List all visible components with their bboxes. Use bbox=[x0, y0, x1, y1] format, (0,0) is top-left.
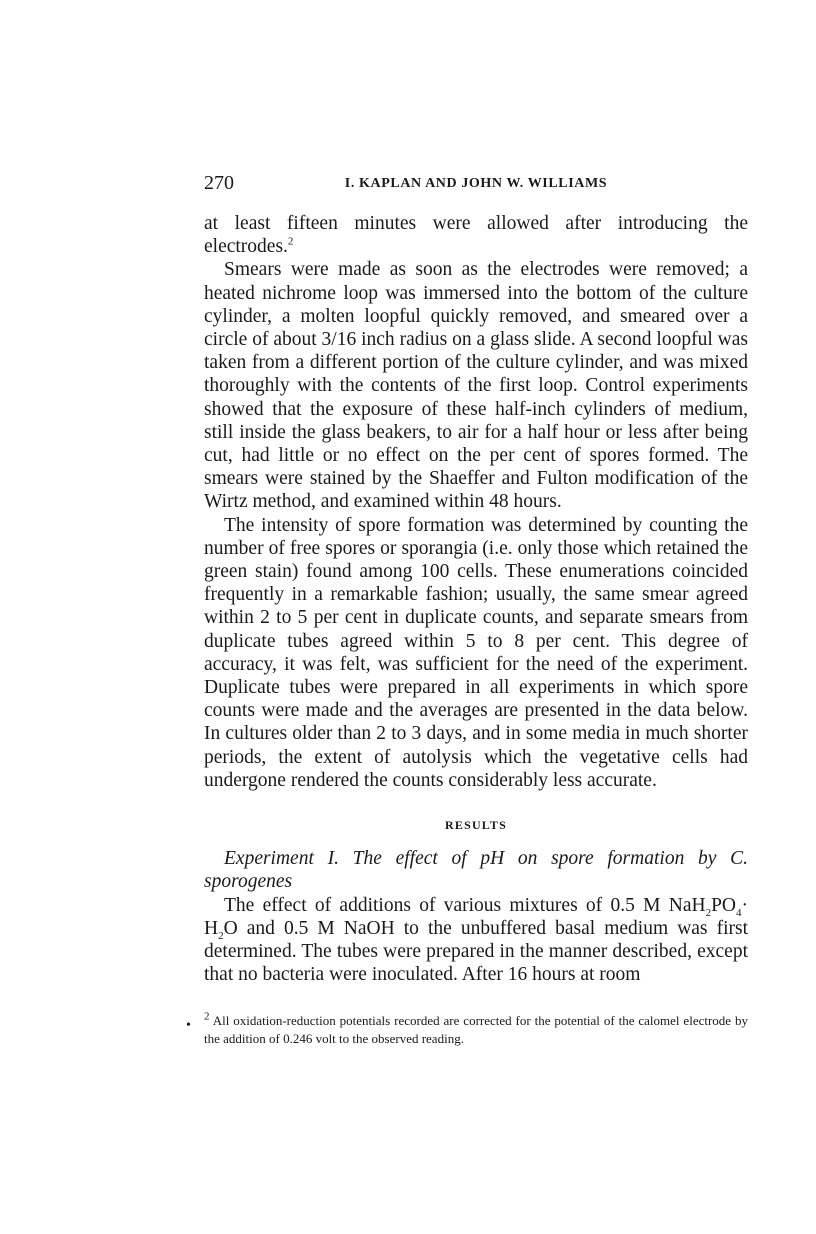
subscript: 2 bbox=[218, 929, 224, 942]
body-text bbox=[204, 212, 748, 987]
page-header bbox=[204, 172, 748, 196]
footnote-marker: 2 bbox=[204, 1010, 210, 1023]
fraction: 3/16 bbox=[321, 329, 357, 351]
paragraph bbox=[204, 212, 748, 258]
paragraph bbox=[204, 258, 748, 513]
paragraph bbox=[204, 894, 748, 987]
footnote-ref: 2 bbox=[287, 235, 294, 248]
footnote-text: All oxidation-reduction potentials recorded are corrected for the potential of the calomel electrode by the addition of 0.246 volt to the observed reading. bbox=[204, 1013, 748, 1046]
margin-mark: • bbox=[186, 1018, 191, 1033]
paragraph: The intensity of spore formation was determined by counting the number of free spores or sporangia (i.e. only those which retained the green stain) found among 100 cells. These enumerations coincided frequently in a remarkable fashion; usually, the same smear agreed within 2 to 5 per cent in duplicate counts, and separate smears from duplicate tubes agreed within 5 to 8 per cent. This degree of accuracy, it was felt, was sufficient for the need of the experiment. Duplicate tubes were prepared in all experiments in which spore counts were made and the averages are presented in the data below. In cultures older than 2 to 3 days, and in some media in much shorter periods, the extent of autolysis which the vegetative cells had undergone rendered the counts considerably less accurate. bbox=[204, 514, 748, 791]
paragraph-text: The effect of additions of various mixtures of 0.5 M NaH bbox=[224, 894, 706, 916]
paragraph-text: Smears were made as soon as the electrodes were removed; a heated nichrome loop was immersed into the bottom of the culture cylinder, a molten loopful quickly removed, and smeared over a circle of about bbox=[204, 259, 748, 351]
section-heading: RESULTS bbox=[445, 818, 507, 833]
paragraph-text: at least fifteen minutes were allowed after introducing the electrodes. bbox=[204, 213, 748, 258]
page-number: 270 bbox=[204, 172, 234, 194]
paragraph-text: · H bbox=[204, 894, 748, 939]
running-title: I. KAPLAN AND JOHN W. WILLIAMS bbox=[344, 176, 608, 191]
subsection-heading: Experiment I. The effect of pH on spore formation by C. sporogenes bbox=[204, 848, 748, 893]
paragraph-text: O and 0.5 M NaOH to the unbuffered basal medium was first determined. The tubes were prepared in the manner described, except that no bacteria were inoculated. After 16 hours at room bbox=[204, 917, 748, 986]
paragraph-text: inch radius on a glass slide. A second loopful was taken from a different portion of the culture cylinder, and was mixed thoroughly with the contents of the first loop. Control experiments showed that the exposure of these half-inch cylinders of medium, still inside the glass beakers, to air for a half hour or less after being cut, had little or no effect on the per cent of spores formed. The smears were stained by the Shaeffer and Fulton modification of the Wirtz method, and examined within 48 hours. bbox=[204, 329, 748, 513]
subscript: 2 bbox=[705, 906, 712, 919]
footnote bbox=[204, 1012, 748, 1048]
subscript: 4 bbox=[736, 906, 742, 919]
paragraph-text: PO bbox=[711, 894, 736, 916]
